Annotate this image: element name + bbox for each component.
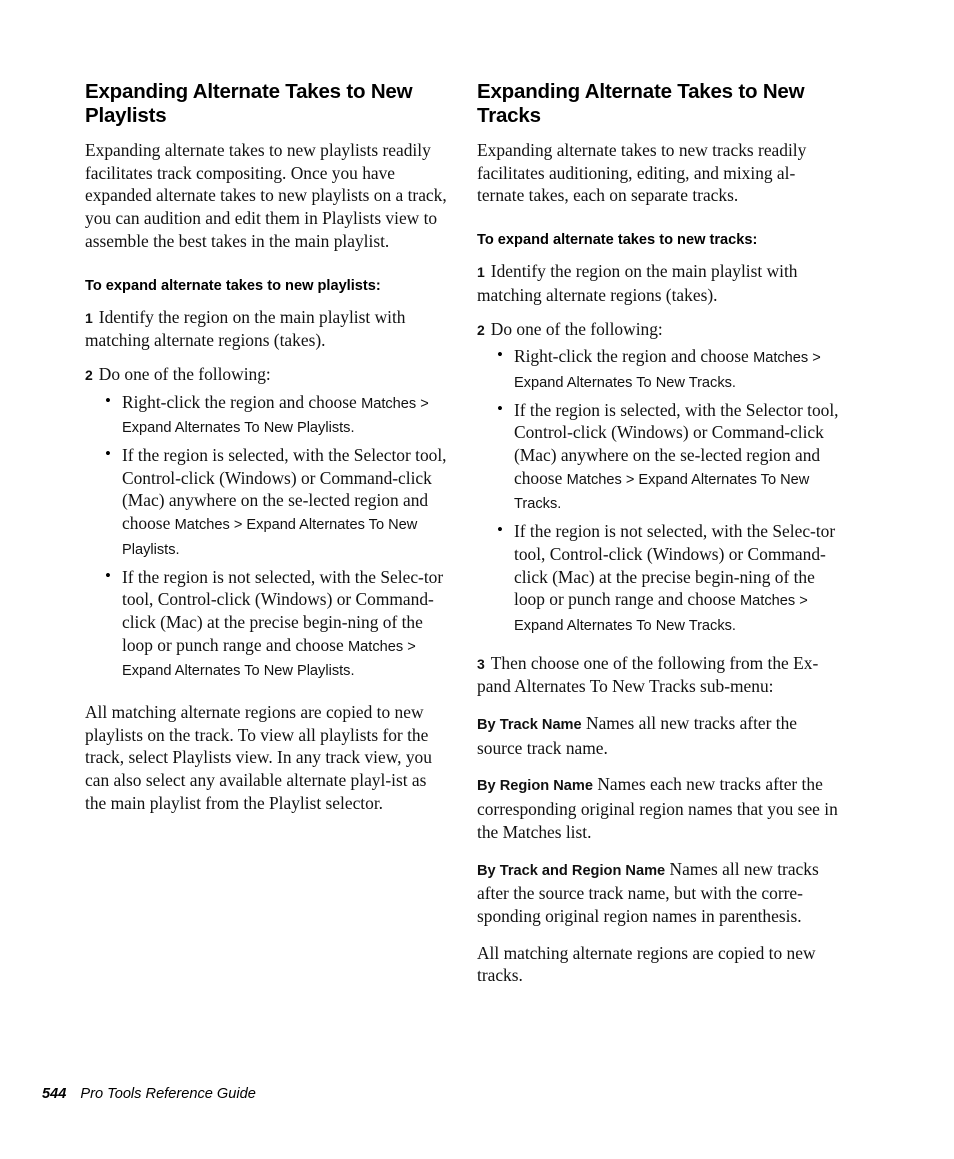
closing-paragraph: All matching alternate regions are copied to new tracks. xyxy=(477,942,816,986)
menu-path: Matches > Expand Alternates To New Playlists. xyxy=(122,517,418,558)
bullet-list xyxy=(85,391,447,683)
right-column xyxy=(477,80,839,987)
option-desc: Names all new tracks after the source track name, but with the corre-sponding original region names in parenthesis. xyxy=(477,858,819,926)
step-number: 1 xyxy=(477,264,485,281)
step-3 xyxy=(477,652,839,698)
bullet-item xyxy=(477,345,839,394)
step-number: 2 xyxy=(85,366,93,383)
step-number: 3 xyxy=(477,655,485,672)
left-column xyxy=(85,80,447,815)
step-1 xyxy=(477,260,839,306)
bullet-item xyxy=(85,391,447,440)
step-text: Identify the region on the main playlist with matching alternate regions (takes). xyxy=(477,261,798,305)
option-term: By Track and Region Name xyxy=(477,862,666,879)
bullet-item xyxy=(477,520,839,638)
intro-paragraph: Expanding alternate takes to new playlists readily facilitates track compositing. Once you have expanded alternate takes to new playlists on a track, you can audition and edit them in Playlists view to assemble the best takes in the main playlist. xyxy=(85,140,447,251)
bullet-text: If the region is not selected, with the Selec-tor tool, Control-click (Windows) or Command-click (Mac) at the precise begin-ning of the loop or punch range and choose xyxy=(122,566,444,655)
bullet-text: Right-click the region and choose xyxy=(122,391,362,412)
bullet-text: Right-click the region and choose xyxy=(514,346,754,367)
step-2 xyxy=(85,363,447,387)
option-term: By Region Name xyxy=(477,778,593,795)
section-heading-playlists: Expanding Alternate Takes to New Playlists xyxy=(85,80,413,127)
step-text: Do one of the following: xyxy=(98,363,271,384)
option-term: By Track Name xyxy=(477,717,582,734)
procedure-title: To expand alternate takes to new playlists: xyxy=(85,277,381,294)
intro-paragraph: Expanding alternate takes to new tracks readily facilitates auditioning, editing, and mixing al-ternate takes, each on separate tracks. xyxy=(477,140,807,206)
menu-path: Matches > Expand Alternates To New Tracks. xyxy=(514,593,808,634)
bullet-text: If the region is not selected, with the Selec-tor tool, Control-click (Windows) or Command-click (Mac) at the precise begin-ning of the loop or punch range and choose xyxy=(514,521,836,610)
step-text: Do one of the following: xyxy=(490,318,663,339)
option-by-track-and-region-name xyxy=(477,858,839,928)
closing-paragraph: All matching alternate regions are copied to new playlists on the track. To view all playlists for the track, select Playlists view. In any track view, you can also select any available alternate playl-ist as the main playlist from the Playlist selector. xyxy=(85,702,432,813)
menu-path: Matches > Expand Alternates To New Playlists. xyxy=(122,638,416,680)
option-desc: Names all new tracks after the source track name. xyxy=(477,713,798,758)
bullet-list xyxy=(477,345,839,637)
option-by-region-name xyxy=(477,773,839,843)
option-desc: Names each new tracks after the corresponding original region names that you see in the Matches list. xyxy=(477,774,838,842)
step-text: Then choose one of the following from the Ex-pand Alternates To New Tracks sub-menu: xyxy=(477,652,819,697)
guide-title: Pro Tools Reference Guide xyxy=(80,1086,256,1102)
menu-path: Matches > Expand Alternates To New Tracks. xyxy=(514,350,821,391)
bullet-item xyxy=(477,399,839,517)
bullet-item xyxy=(85,566,447,684)
step-1 xyxy=(85,306,447,352)
bullet-text: If the region is selected, with the Selector tool, Control-click (Windows) or Command-click (Mac) anywhere on the se-lected region and choose xyxy=(514,399,839,488)
option-by-track-name xyxy=(477,712,839,759)
procedure-title: To expand alternate takes to new tracks: xyxy=(477,232,758,249)
menu-path: Matches > Expand Alternates To New Tracks. xyxy=(514,471,810,513)
menu-path: Matches > Expand Alternates To New Playlists. xyxy=(122,395,429,437)
bullet-item xyxy=(85,444,447,562)
section-heading-tracks: Expanding Alternate Takes to New Tracks xyxy=(477,80,805,127)
page-number: 544 xyxy=(42,1086,67,1102)
step-2 xyxy=(477,318,839,342)
bullet-text: If the region is selected, with the Selector tool, Control-click (Windows) or Command-click (Mac) anywhere on the se-lected region and choose xyxy=(122,445,447,534)
page-footer xyxy=(42,1086,256,1102)
step-number: 1 xyxy=(85,309,93,326)
step-text: Identify the region on the main playlist with matching alternate regions (takes). xyxy=(85,306,406,351)
step-number: 2 xyxy=(477,321,485,338)
